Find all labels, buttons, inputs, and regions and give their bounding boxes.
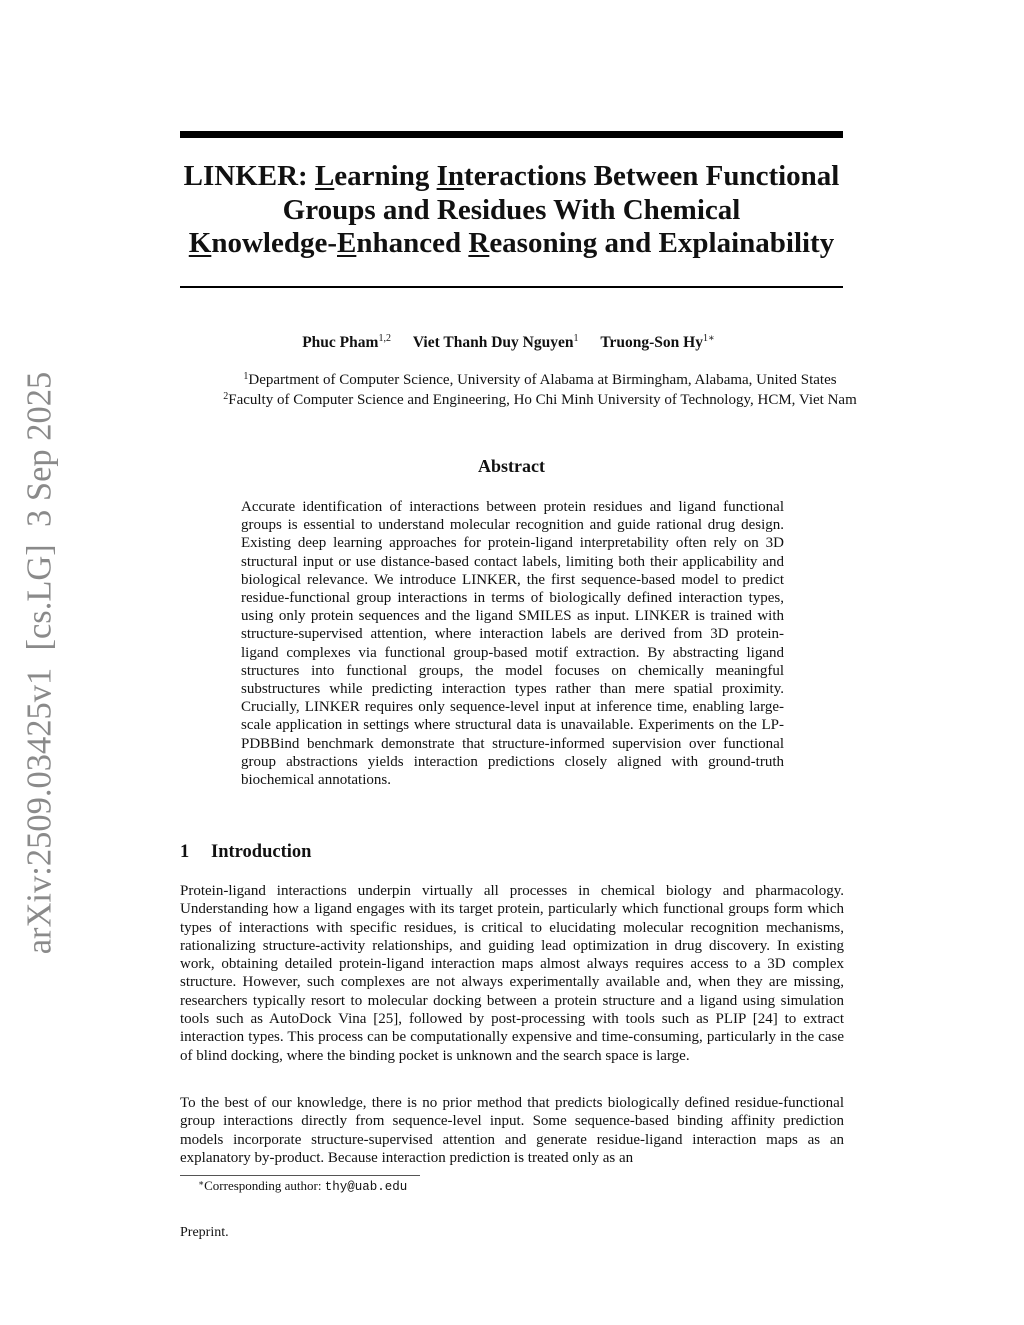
title-text: easoning and Explainability [489, 227, 835, 259]
author [413, 333, 579, 352]
author-affiliation-mark: 1 [573, 333, 579, 344]
paper-title [150, 160, 873, 261]
section-title: Introduction [211, 842, 312, 862]
section-number: 1 [180, 842, 190, 862]
title-line-3 [150, 227, 873, 261]
body-paragraph: To the best of our knowledge, there is no prior method that predicts biologically defined residue-functional group interactions directly from sequence-level input. Some sequence-based binding affinity prediction models incorporate structure-supervised attention and generate residue-ligand interaction maps as an explanatory by-product. Because interaction prediction is treated only as an [180, 1095, 844, 1166]
author [600, 333, 714, 352]
title-underlined-letter: L [314, 160, 335, 192]
title-underlined-letter: In [436, 160, 465, 192]
section-heading [180, 842, 311, 863]
title-line-1 [150, 160, 873, 194]
affiliation-mark: 2 [223, 391, 229, 402]
body-paragraph: Protein-ligand interactions underpin virtually all processes in chemical biology and pharmacology. Understanding how a ligand engages with its target protein, particularly which functional groups form which types of interactions with specific residues, is critical to elucidating molecular recognition mechanisms, rationalizing structure-activity relationships, and guiding lead optimization in drug discovery. In existing work, obtaining detailed protein-ligand interaction maps almost always requires access to a 3D complex structure. However, such complexes are not always experimentally available and, when they are missing, researchers typically resort to molecular docking between a protein structure and a ligand using simulation tools such as AutoDock Vina [25], followed by post-processing with tools such as PLIP [24] to extract interaction types. This process can be computationally expensive and time-consuming, particularly in the case of blind docking, where the binding pocket is unknown and the search space is large. [180, 883, 844, 1064]
arxiv-identifier [18, 371, 62, 954]
footnote-marker: ∗ [198, 1178, 205, 1188]
arxiv-identifier-text: arXiv:2509.03425v1 [cs.LG] 3 Sep 2025 [20, 371, 59, 954]
author-name: Phuc Pham [302, 334, 379, 351]
footnote-text: Corresponding author: [204, 1178, 325, 1193]
footnote-rule [180, 1175, 420, 1176]
title-underlined-letter: E [337, 227, 357, 259]
title-text: teractions Between Functional [464, 160, 840, 192]
affiliation-text: Department of Computer Science, University of Alabama at Birmingham, Alabama, United States [248, 372, 837, 388]
abstract-heading: Abstract [478, 456, 545, 476]
affiliation [88, 371, 992, 389]
title-underlined-letter: K [188, 227, 212, 259]
affiliation-text: Faculty of Computer Science and Engineering, Ho Chi Minh University of Technology, HCM, Viet Nam [228, 392, 857, 408]
title-text: earning [334, 160, 437, 192]
author-affiliation-mark: 1,2 [378, 333, 391, 344]
title-top-rule [180, 131, 843, 138]
author-name: Viet Thanh Duy Nguyen [412, 334, 574, 351]
author [302, 333, 391, 352]
author-list [110, 333, 907, 352]
title-text: nhanced [356, 227, 469, 259]
author-name: Truong-Son Hy [600, 334, 703, 351]
title-text: LINKER: [183, 160, 315, 192]
footnote-email: thy@uab.edu [324, 1180, 408, 1194]
preprint-label: Preprint. [180, 1225, 229, 1240]
affiliation [88, 391, 992, 409]
affiliation-mark: 1 [243, 371, 249, 382]
title-text: nowledge- [211, 227, 337, 259]
title-bottom-rule [180, 286, 843, 288]
title-underlined-letter: R [468, 227, 490, 259]
author-affiliation-mark: 1∗ [702, 333, 715, 344]
footnote [198, 1178, 407, 1194]
title-line-2: Groups and Residues With Chemical [282, 193, 741, 226]
abstract-body: Accurate identification of interactions between protein residues and ligand functional groups is essential to understand molecular recognition and guide rational drug design. Existing deep learning approaches for protein-ligand interpretability often rely on 3D structural input or use distance-based contact labels, limiting both their applicability and biological relevance. We introduce LINKER, the first sequence-based model to predict residue-functional group interactions in terms of biologically defined interaction types, using only protein sequences and the ligand SMILES as input. LINKER is trained with structure-supervised attention, where interaction labels are derived from 3D protein-ligand complexes via functional group-based motif extraction. By abstracting ligand structures into functional groups, the model focuses on chemically meaningful substructures while predicting interaction types rather than mere spatial proximity. Crucially, LINKER requires only sequence-level input at inference time, enabling large-scale application in settings where structural data is unavailable. Experiments on the LP-PDBBind benchmark demonstrate that structure-informed supervision over functional group abstractions yields interaction predictions closely aligned with ground-truth biochemical annotations. [241, 499, 784, 789]
